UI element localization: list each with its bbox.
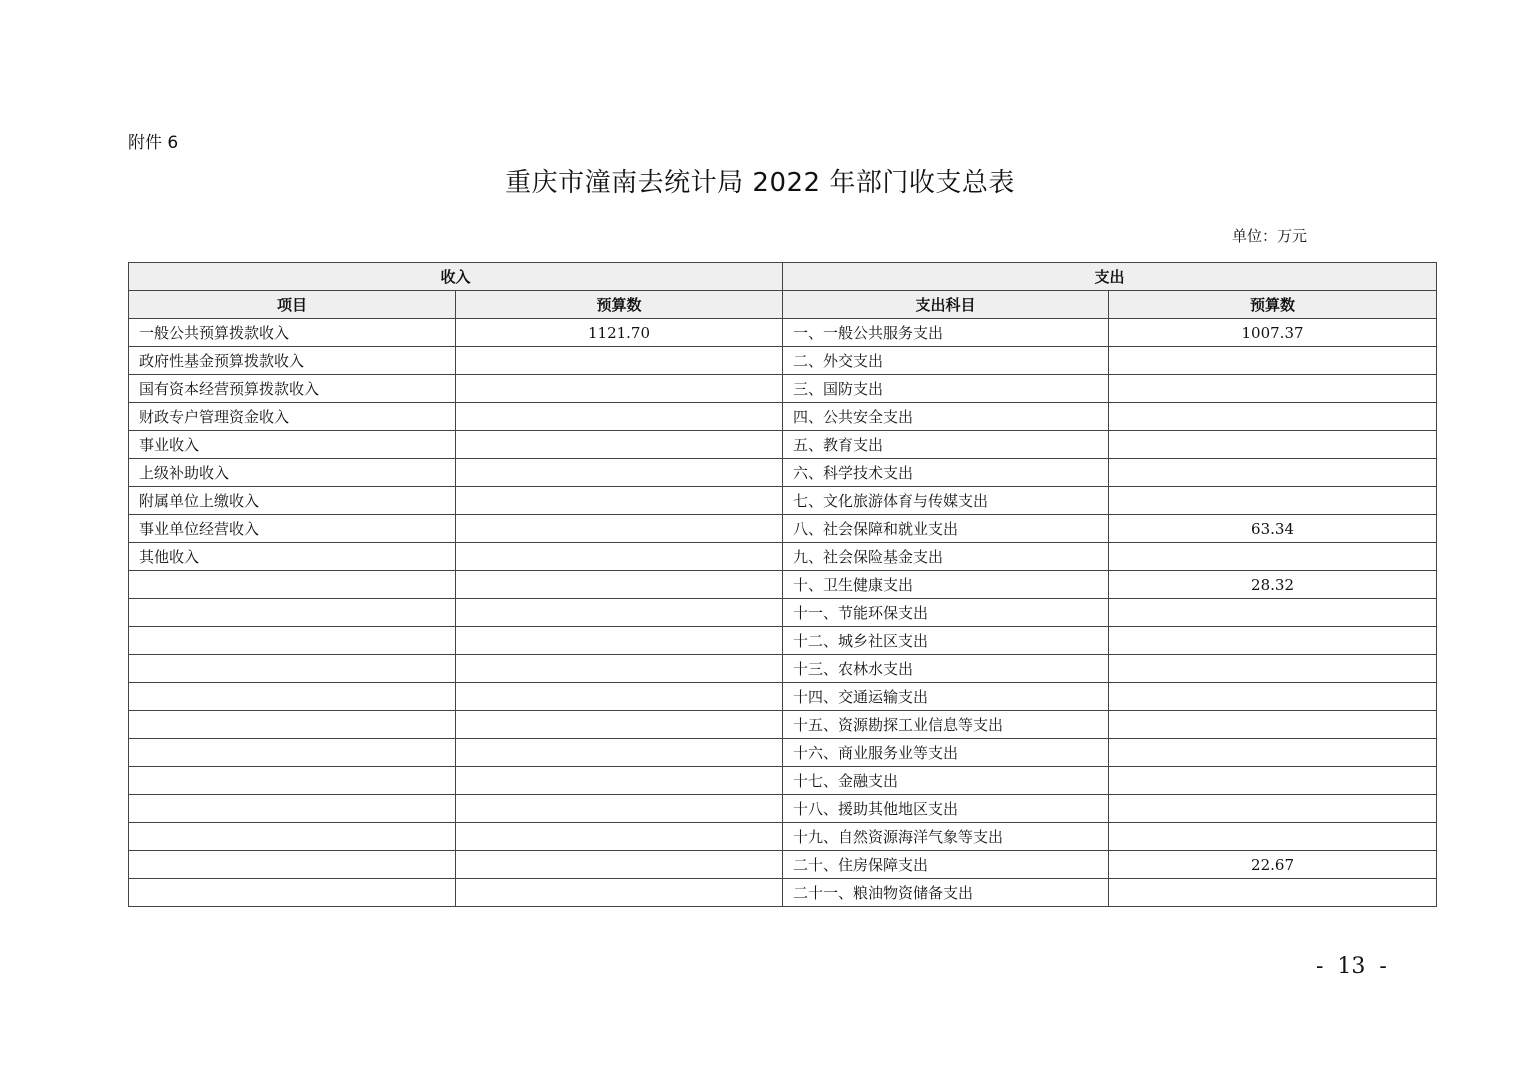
expense-amount-cell <box>1109 879 1437 907</box>
income-amount-cell <box>456 851 783 879</box>
expense-item-cell: 三、国防支出 <box>783 375 1109 403</box>
table-row <box>129 403 1437 431</box>
expense-item-cell: 十七、金融支出 <box>783 767 1109 795</box>
expense-amount-cell: 22.67 <box>1109 851 1437 879</box>
income-amount-cell <box>456 347 783 375</box>
income-item-cell <box>129 879 456 907</box>
page-number: - 13 - <box>1316 954 1387 979</box>
income-item-cell: 其他收入 <box>129 543 456 571</box>
income-item-cell <box>129 655 456 683</box>
income-item-cell <box>129 851 456 879</box>
expense-amount-cell <box>1109 711 1437 739</box>
income-item-cell: 事业单位经营收入 <box>129 515 456 543</box>
table-row <box>129 767 1437 795</box>
income-item-cell <box>129 627 456 655</box>
income-amount-cell <box>456 711 783 739</box>
expense-item-cell: 十九、自然资源海洋气象等支出 <box>783 823 1109 851</box>
expense-item-cell: 八、社会保障和就业支出 <box>783 515 1109 543</box>
expense-amount-cell: 1007.37 <box>1109 319 1437 347</box>
expense-amount-cell <box>1109 543 1437 571</box>
attachment-label: 附件 6 <box>128 133 179 153</box>
table-row <box>129 459 1437 487</box>
income-amount-cell <box>456 487 783 515</box>
expense-item-cell: 四、公共安全支出 <box>783 403 1109 431</box>
expense-amount-cell <box>1109 375 1437 403</box>
income-item-cell <box>129 599 456 627</box>
income-item-cell <box>129 795 456 823</box>
income-amount-cell <box>456 767 783 795</box>
budget-table <box>128 262 1437 907</box>
income-amount-cell <box>456 627 783 655</box>
table-row <box>129 823 1437 851</box>
income-amount-cell <box>456 571 783 599</box>
table-row <box>129 711 1437 739</box>
table-row <box>129 319 1437 347</box>
income-amount-cell <box>456 683 783 711</box>
expense-amount-cell <box>1109 795 1437 823</box>
expense-item-cell: 六、科学技术支出 <box>783 459 1109 487</box>
expense-amount-cell: 63.34 <box>1109 515 1437 543</box>
income-item-cell <box>129 683 456 711</box>
income-amount-cell: 1121.70 <box>456 319 783 347</box>
income-item-cell <box>129 739 456 767</box>
expense-item-cell: 十一、节能环保支出 <box>783 599 1109 627</box>
table-row <box>129 543 1437 571</box>
col-header-income-budget: 预算数 <box>456 291 783 319</box>
col-header-expense-subject: 支出科目 <box>783 291 1109 319</box>
table-row <box>129 683 1437 711</box>
expense-amount-cell <box>1109 487 1437 515</box>
expense-item-cell: 七、文化旅游体育与传媒支出 <box>783 487 1109 515</box>
income-amount-cell <box>456 599 783 627</box>
expense-amount-cell <box>1109 655 1437 683</box>
expense-amount-cell <box>1109 599 1437 627</box>
income-amount-cell <box>456 375 783 403</box>
col-header-item: 项目 <box>129 291 456 319</box>
income-item-cell: 上级补助收入 <box>129 459 456 487</box>
expense-item-cell: 十四、交通运输支出 <box>783 683 1109 711</box>
table-body <box>129 319 1437 907</box>
column-header-row <box>129 291 1437 319</box>
expense-item-cell: 二、外交支出 <box>783 347 1109 375</box>
income-group-header: 收入 <box>129 263 783 291</box>
unit-label: 单位：万元 <box>1232 227 1308 245</box>
expense-item-cell: 九、社会保险基金支出 <box>783 543 1109 571</box>
group-header-row <box>129 263 1437 291</box>
expense-amount-cell <box>1109 739 1437 767</box>
expense-amount-cell <box>1109 683 1437 711</box>
income-amount-cell <box>456 543 783 571</box>
expense-item-cell: 二十一、粮油物资储备支出 <box>783 879 1109 907</box>
table-row <box>129 431 1437 459</box>
income-item-cell: 国有资本经营预算拨款收入 <box>129 375 456 403</box>
expense-item-cell: 十五、资源勘探工业信息等支出 <box>783 711 1109 739</box>
income-item-cell <box>129 711 456 739</box>
expense-amount-cell <box>1109 627 1437 655</box>
expense-amount-cell <box>1109 767 1437 795</box>
table-row <box>129 795 1437 823</box>
income-amount-cell <box>456 823 783 851</box>
table-row <box>129 655 1437 683</box>
table-row <box>129 599 1437 627</box>
income-item-cell: 政府性基金预算拨款收入 <box>129 347 456 375</box>
income-amount-cell <box>456 739 783 767</box>
income-item-cell: 附属单位上缴收入 <box>129 487 456 515</box>
table-row <box>129 571 1437 599</box>
table-row <box>129 851 1437 879</box>
expense-amount-cell <box>1109 459 1437 487</box>
table-row <box>129 487 1437 515</box>
income-amount-cell <box>456 515 783 543</box>
expense-item-cell: 一、一般公共服务支出 <box>783 319 1109 347</box>
income-amount-cell <box>456 879 783 907</box>
income-item-cell: 财政专户管理资金收入 <box>129 403 456 431</box>
income-item-cell <box>129 571 456 599</box>
table-row <box>129 739 1437 767</box>
table-row <box>129 879 1437 907</box>
income-item-cell <box>129 823 456 851</box>
expense-amount-cell <box>1109 403 1437 431</box>
expense-amount-cell: 28.32 <box>1109 571 1437 599</box>
income-amount-cell <box>456 655 783 683</box>
expense-item-cell: 五、教育支出 <box>783 431 1109 459</box>
income-amount-cell <box>456 403 783 431</box>
expense-item-cell: 二十、住房保障支出 <box>783 851 1109 879</box>
expense-item-cell: 十八、援助其他地区支出 <box>783 795 1109 823</box>
expense-amount-cell <box>1109 823 1437 851</box>
income-amount-cell <box>456 431 783 459</box>
income-amount-cell <box>456 459 783 487</box>
table-row <box>129 627 1437 655</box>
table-row <box>129 515 1437 543</box>
expense-amount-cell <box>1109 431 1437 459</box>
table-row <box>129 375 1437 403</box>
expense-item-cell: 十三、农林水支出 <box>783 655 1109 683</box>
income-item-cell <box>129 767 456 795</box>
col-header-expense-budget: 预算数 <box>1109 291 1437 319</box>
income-item-cell: 一般公共预算拨款收入 <box>129 319 456 347</box>
expense-amount-cell <box>1109 347 1437 375</box>
income-item-cell: 事业收入 <box>129 431 456 459</box>
income-amount-cell <box>456 795 783 823</box>
expense-item-cell: 十、卫生健康支出 <box>783 571 1109 599</box>
expense-group-header: 支出 <box>783 263 1437 291</box>
expense-item-cell: 十二、城乡社区支出 <box>783 627 1109 655</box>
expense-item-cell: 十六、商业服务业等支出 <box>783 739 1109 767</box>
table-row <box>129 347 1437 375</box>
page-title: 重庆市潼南去统计局 2022 年部门收支总表 <box>505 168 1015 198</box>
